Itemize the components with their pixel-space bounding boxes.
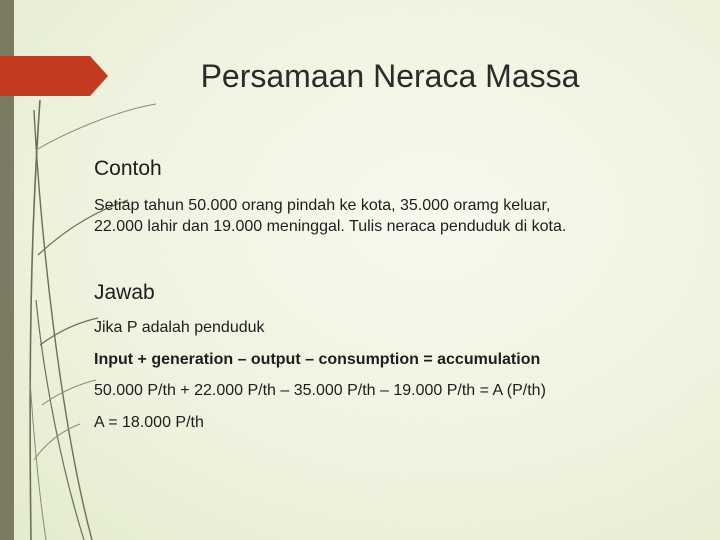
example-heading: Contoh [94, 157, 162, 180]
slide-title: Persamaan Neraca Massa [200, 58, 580, 94]
answer-heading: Jawab [94, 281, 155, 304]
title-arrow-icon [0, 56, 110, 96]
result-text: A = 18.000 P/th [94, 414, 204, 431]
answer-intro: Jika P adalah penduduk [94, 319, 265, 336]
example-text-line-1: Setiap tahun 50.000 orang pindah ke kota, 35.000 oramg keluar, [94, 197, 551, 214]
general-equation: Input + generation – output – consumption = accumulation [94, 351, 541, 368]
example-text-line-2: 22.000 lahir dan 19.000 meninggal. Tulis neraca penduduk di kota. [94, 218, 567, 235]
value-equation: 50.000 P/th + 22.000 P/th – 35.000 P/th – 19.000 P/th = A (P/th) [94, 382, 546, 399]
